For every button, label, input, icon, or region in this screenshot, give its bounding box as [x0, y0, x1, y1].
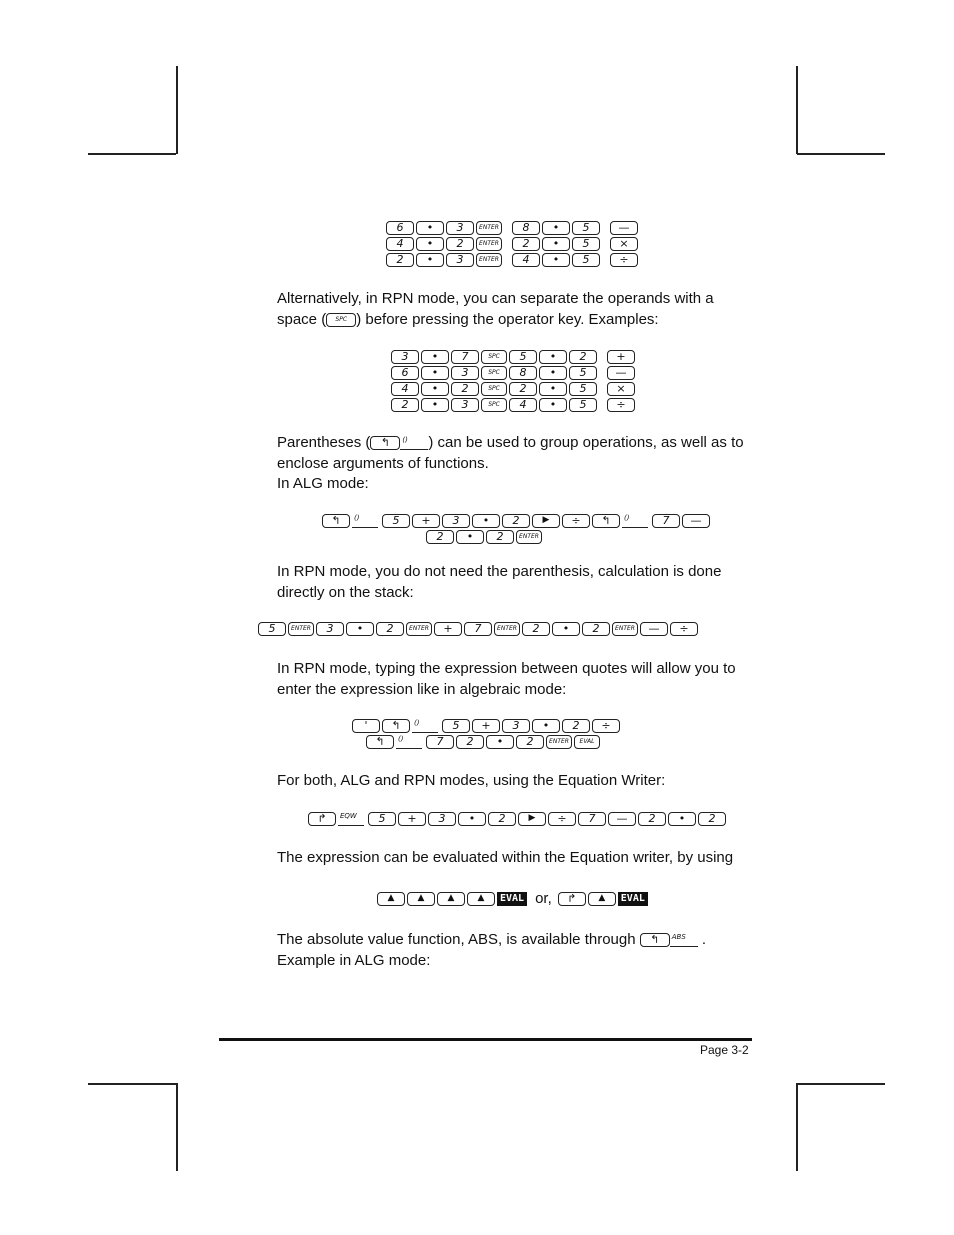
key-decimal: •: [421, 366, 449, 380]
eval-softkey: EVAL: [618, 892, 648, 906]
paragraph-rpn-space: Alternatively, in RPN mode, you can separate the operands with a space ( SPC ) before pressing the operator key. Examples:: [277, 290, 714, 328]
key-decimal: •: [421, 350, 449, 364]
paragraph-eqw: For both, ALG and RPN modes, using the Equation Writer:: [277, 772, 666, 789]
right-arrow-icon: ▶: [518, 812, 546, 826]
key-decimal: •: [416, 237, 444, 251]
crop-mark-tr-v: [796, 66, 798, 154]
key-7: 7: [578, 812, 606, 826]
paragraph-rpn-stack: In RPN mode, you do not need the parenthesis, calculation is done directly on the stack:: [277, 563, 722, 601]
key-7: 7: [451, 350, 479, 364]
key-2: 2: [582, 622, 610, 636]
key-decimal: •: [458, 812, 486, 826]
key-divide: ÷: [607, 398, 635, 412]
crop-mark-bl-h: [88, 1083, 176, 1085]
key-7: 7: [652, 514, 680, 528]
key-5: 5: [569, 382, 597, 396]
key-2: 2: [456, 735, 484, 749]
key-divide: ÷: [610, 253, 638, 267]
key-enter: ENTER: [288, 622, 314, 636]
key-enter: ENTER: [406, 622, 432, 636]
up-arrow-icon: ▲: [588, 892, 616, 906]
key-plus: +: [434, 622, 462, 636]
key-2: 2: [522, 622, 550, 636]
key-enter: ENTER: [476, 253, 502, 267]
key-minus: —: [682, 514, 710, 528]
right-shift-icon: ↱: [308, 812, 336, 826]
key-multiply: ×: [607, 382, 635, 396]
key-2: 2: [638, 812, 666, 826]
keystroke-row: [426, 530, 544, 544]
keystroke-row: [322, 514, 712, 528]
key-2: 2: [512, 237, 540, 251]
crop-mark-br-v: [796, 1083, 798, 1171]
key-5: 5: [572, 237, 600, 251]
abs-label: ABS: [670, 933, 698, 947]
up-arrow-icon: ▲: [437, 892, 465, 906]
key-multiply: ×: [610, 237, 638, 251]
key-decimal: •: [421, 382, 449, 396]
key-2: 2: [502, 514, 530, 528]
keystroke-row: [391, 382, 637, 396]
key-decimal: •: [416, 253, 444, 267]
keystroke-row: [386, 237, 640, 251]
paragraph-parentheses: Parentheses ( ↰ () ) can be used to group operations, as well as to enclose arguments of functions. In ALG mode:: [277, 434, 744, 492]
key-5: 5: [569, 366, 597, 380]
key-plus: +: [472, 719, 500, 733]
key-enter: ENTER: [546, 735, 572, 749]
key-7: 7: [464, 622, 492, 636]
left-shift-icon: ↰: [322, 514, 350, 528]
key-plus: +: [398, 812, 426, 826]
key-2: 2: [698, 812, 726, 826]
key-divide: ÷: [670, 622, 698, 636]
key-spc: SPC: [481, 382, 507, 396]
key-plus: +: [412, 514, 440, 528]
key-decimal: •: [539, 350, 567, 364]
key-enter: ENTER: [612, 622, 638, 636]
crop-mark-tl-v: [176, 66, 178, 154]
key-decimal: •: [542, 253, 570, 267]
key-decimal: •: [486, 735, 514, 749]
key-3: 3: [446, 221, 474, 235]
left-shift-icon: ↰: [366, 735, 394, 749]
key-6: 6: [386, 221, 414, 235]
key-5: 5: [569, 398, 597, 412]
keystroke-row: [391, 398, 637, 412]
paren-label: (): [396, 735, 422, 749]
key-decimal: •: [542, 237, 570, 251]
key-5: 5: [442, 719, 470, 733]
left-shift-icon: ↰: [640, 933, 670, 947]
up-arrow-icon: ▲: [467, 892, 495, 906]
key-4: 4: [512, 253, 540, 267]
key-5: 5: [368, 812, 396, 826]
or-text: or,: [535, 890, 552, 907]
key-3: 3: [316, 622, 344, 636]
key-decimal: •: [416, 221, 444, 235]
key-3: 3: [442, 514, 470, 528]
crop-mark-br-h: [797, 1083, 885, 1085]
key-decimal: •: [539, 398, 567, 412]
right-arrow-icon: ▶: [532, 514, 560, 528]
paragraph-rpn-quotes: In RPN mode, typing the expression between quotes will allow you to enter the expression like in algebraic mode:: [277, 660, 736, 698]
key-enter: ENTER: [516, 530, 542, 544]
keystroke-row: [386, 253, 640, 267]
key-5: 5: [572, 253, 600, 267]
key-minus: —: [608, 812, 636, 826]
keystroke-row-rpn-stack: [258, 622, 700, 636]
keystroke-row: [391, 366, 637, 380]
key-2: 2: [451, 382, 479, 396]
keystroke-row-eval: [377, 892, 652, 906]
key-decimal: •: [532, 719, 560, 733]
key-minus: —: [640, 622, 668, 636]
key-spc: SPC: [481, 350, 507, 364]
page-number: Page 3-2: [700, 1043, 749, 1057]
eqw-label: EQW: [338, 812, 364, 826]
key-2: 2: [376, 622, 404, 636]
key-divide: ÷: [548, 812, 576, 826]
key-5: 5: [572, 221, 600, 235]
key-2: 2: [488, 812, 516, 826]
left-shift-icon: ↰: [592, 514, 620, 528]
key-plus: +: [607, 350, 635, 364]
right-shift-icon: ↱: [558, 892, 586, 906]
key-8: 8: [512, 221, 540, 235]
crop-mark-tr-h: [797, 153, 885, 155]
up-arrow-icon: ▲: [377, 892, 405, 906]
key-5: 5: [382, 514, 410, 528]
crop-mark-tl-h: [88, 153, 176, 155]
key-eval: EVAL: [574, 735, 600, 749]
key-decimal: •: [421, 398, 449, 412]
key-6: 6: [391, 366, 419, 380]
paragraph-eval-eqw: The expression can be evaluated within the Equation writer, by using: [277, 849, 734, 866]
key-2: 2: [509, 382, 537, 396]
key-2: 2: [516, 735, 544, 749]
key-decimal: •: [472, 514, 500, 528]
key-3: 3: [428, 812, 456, 826]
key-enter: ENTER: [476, 237, 502, 251]
key-2: 2: [386, 253, 414, 267]
key-2: 2: [486, 530, 514, 544]
key-4: 4: [509, 398, 537, 412]
key-decimal: •: [668, 812, 696, 826]
key-3: 3: [391, 350, 419, 364]
key-7: 7: [426, 735, 454, 749]
keystroke-row: [386, 221, 640, 235]
paren-label: (): [412, 719, 438, 733]
key-8: 8: [509, 366, 537, 380]
keystroke-row: [366, 735, 602, 749]
key-4: 4: [386, 237, 414, 251]
paren-label: (): [400, 436, 428, 450]
key-2: 2: [391, 398, 419, 412]
keystroke-row-eqw: [308, 812, 728, 826]
paren-label: (): [622, 514, 648, 528]
crop-mark-bl-v: [176, 1083, 178, 1171]
key-decimal: •: [539, 366, 567, 380]
key-decimal: •: [539, 382, 567, 396]
key-2: 2: [562, 719, 590, 733]
key-decimal: •: [542, 221, 570, 235]
eval-softkey: EVAL: [497, 892, 527, 906]
key-spc: SPC: [481, 398, 507, 412]
key-2: 2: [446, 237, 474, 251]
key-5: 5: [509, 350, 537, 364]
key-decimal: •: [552, 622, 580, 636]
key-divide: ÷: [592, 719, 620, 733]
key-enter: ENTER: [476, 221, 502, 235]
paren-label: (): [352, 514, 378, 528]
key-decimal: •: [346, 622, 374, 636]
key-4: 4: [391, 382, 419, 396]
key-2: 2: [569, 350, 597, 364]
key-decimal: •: [456, 530, 484, 544]
keystroke-row: [352, 719, 622, 733]
key-2: 2: [426, 530, 454, 544]
key-3: 3: [502, 719, 530, 733]
key-enter: ENTER: [494, 622, 520, 636]
footer-rule: [219, 1038, 752, 1041]
key-spc: SPC: [326, 313, 356, 327]
key-minus: —: [607, 366, 635, 380]
up-arrow-icon: ▲: [407, 892, 435, 906]
key-divide: ÷: [562, 514, 590, 528]
paragraph-abs: The absolute value function, ABS, is available through ↰ ABS . Example in ALG mode:: [277, 931, 707, 969]
keystroke-row: [391, 350, 637, 364]
left-shift-icon: ↰: [382, 719, 410, 733]
key-3: 3: [451, 398, 479, 412]
key-5: 5: [258, 622, 286, 636]
key-spc: SPC: [481, 366, 507, 380]
left-shift-icon: ↰: [370, 436, 400, 450]
key-minus: —: [610, 221, 638, 235]
key-quote: ': [352, 719, 380, 733]
key-3: 3: [451, 366, 479, 380]
key-3: 3: [446, 253, 474, 267]
